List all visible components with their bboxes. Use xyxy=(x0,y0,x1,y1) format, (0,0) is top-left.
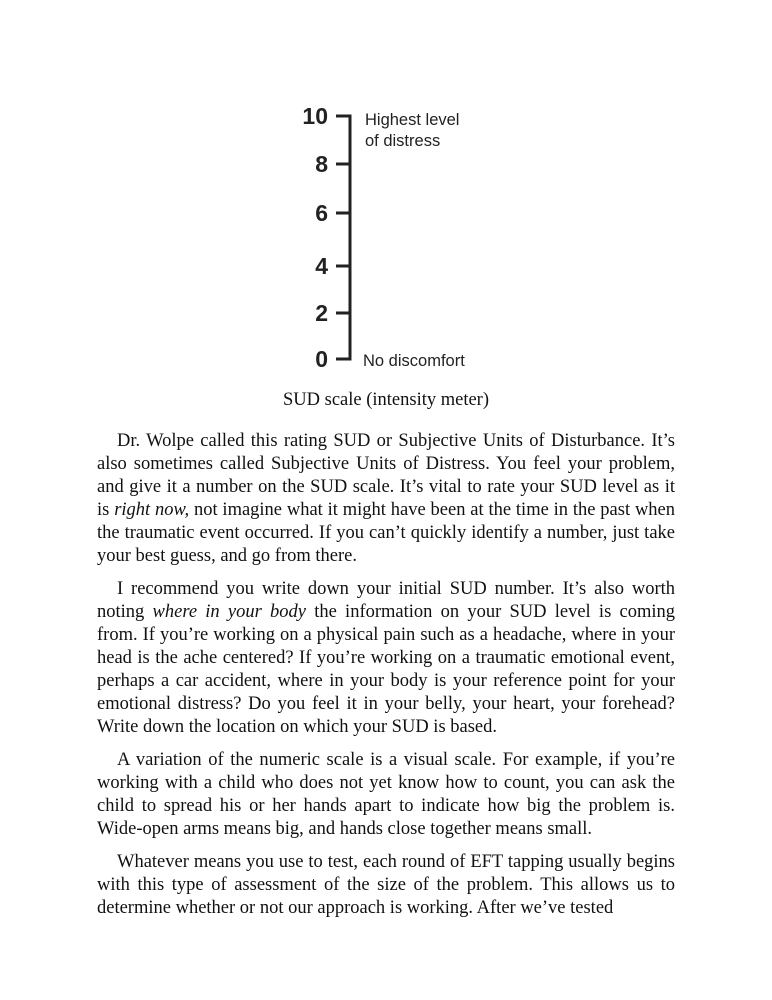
tick-label-2: 2 xyxy=(315,300,328,326)
text-span: I recommend you write down your initial SUD number. It’s also worth noting xyxy=(97,579,675,622)
paragraph-3 xyxy=(97,749,675,841)
tick-label-0: 0 xyxy=(315,346,328,372)
sud-scale-svg xyxy=(260,96,520,382)
paragraph-1 xyxy=(97,430,675,568)
top-note-line1: Highest level xyxy=(365,111,460,129)
emphasis-span: right now, xyxy=(114,500,190,520)
text-span: Whatever means you use to test, each round of EFT tapping usually begins with this type of assessment of the size of the problem. This allows us to determine whether or not our approach is working. After we’ve tested xyxy=(97,852,675,918)
text-span: the information on your SUD level is coming from. If you’re working on a physical pain such as a headache, where in your head is the ache centered? If you’re working on a traumatic emotional event, perhaps a car accident, where in your body is your reference point for your emotional distress? Do you feel it in your belly, your heart, your forehead? Write down the location on which your SUD is based. xyxy=(97,602,675,737)
bottom-note: No discomfort xyxy=(363,352,465,370)
body-text xyxy=(97,430,675,930)
text-span: A variation of the numeric scale is a visual scale. For example, if you’re working with a child who does not yet know how to count, you can ask the child to spread his or her hands apart to indicate how big the problem is. Wide-open arms means big, and hands close together means small. xyxy=(97,750,675,839)
emphasis-span: where in your body xyxy=(152,602,306,622)
figure-caption: SUD scale (intensity meter) xyxy=(282,390,489,410)
paragraph-4 xyxy=(97,851,675,920)
tick-label-6: 6 xyxy=(315,200,328,226)
text-span: not imagine what it might have been at the time in the past when the traumatic event occurred. If you can’t quickly identify a number, just take your best guess, and go from there. xyxy=(97,500,676,566)
tick-label-10: 10 xyxy=(302,103,328,129)
top-note-line2: of distress xyxy=(365,132,441,150)
sud-scale-figure xyxy=(260,96,520,382)
paragraph-2 xyxy=(97,578,675,739)
tick-label-4: 4 xyxy=(315,253,328,279)
text-span: Dr. Wolpe called this rating SUD or Subjective Units of Disturbance. It’s also sometimes called Subjective Units of Distress. You feel your problem, and give it a number on the SUD scale. It’s vital to rate your SUD level as it is xyxy=(97,431,675,520)
tick-label-8: 8 xyxy=(315,151,328,177)
